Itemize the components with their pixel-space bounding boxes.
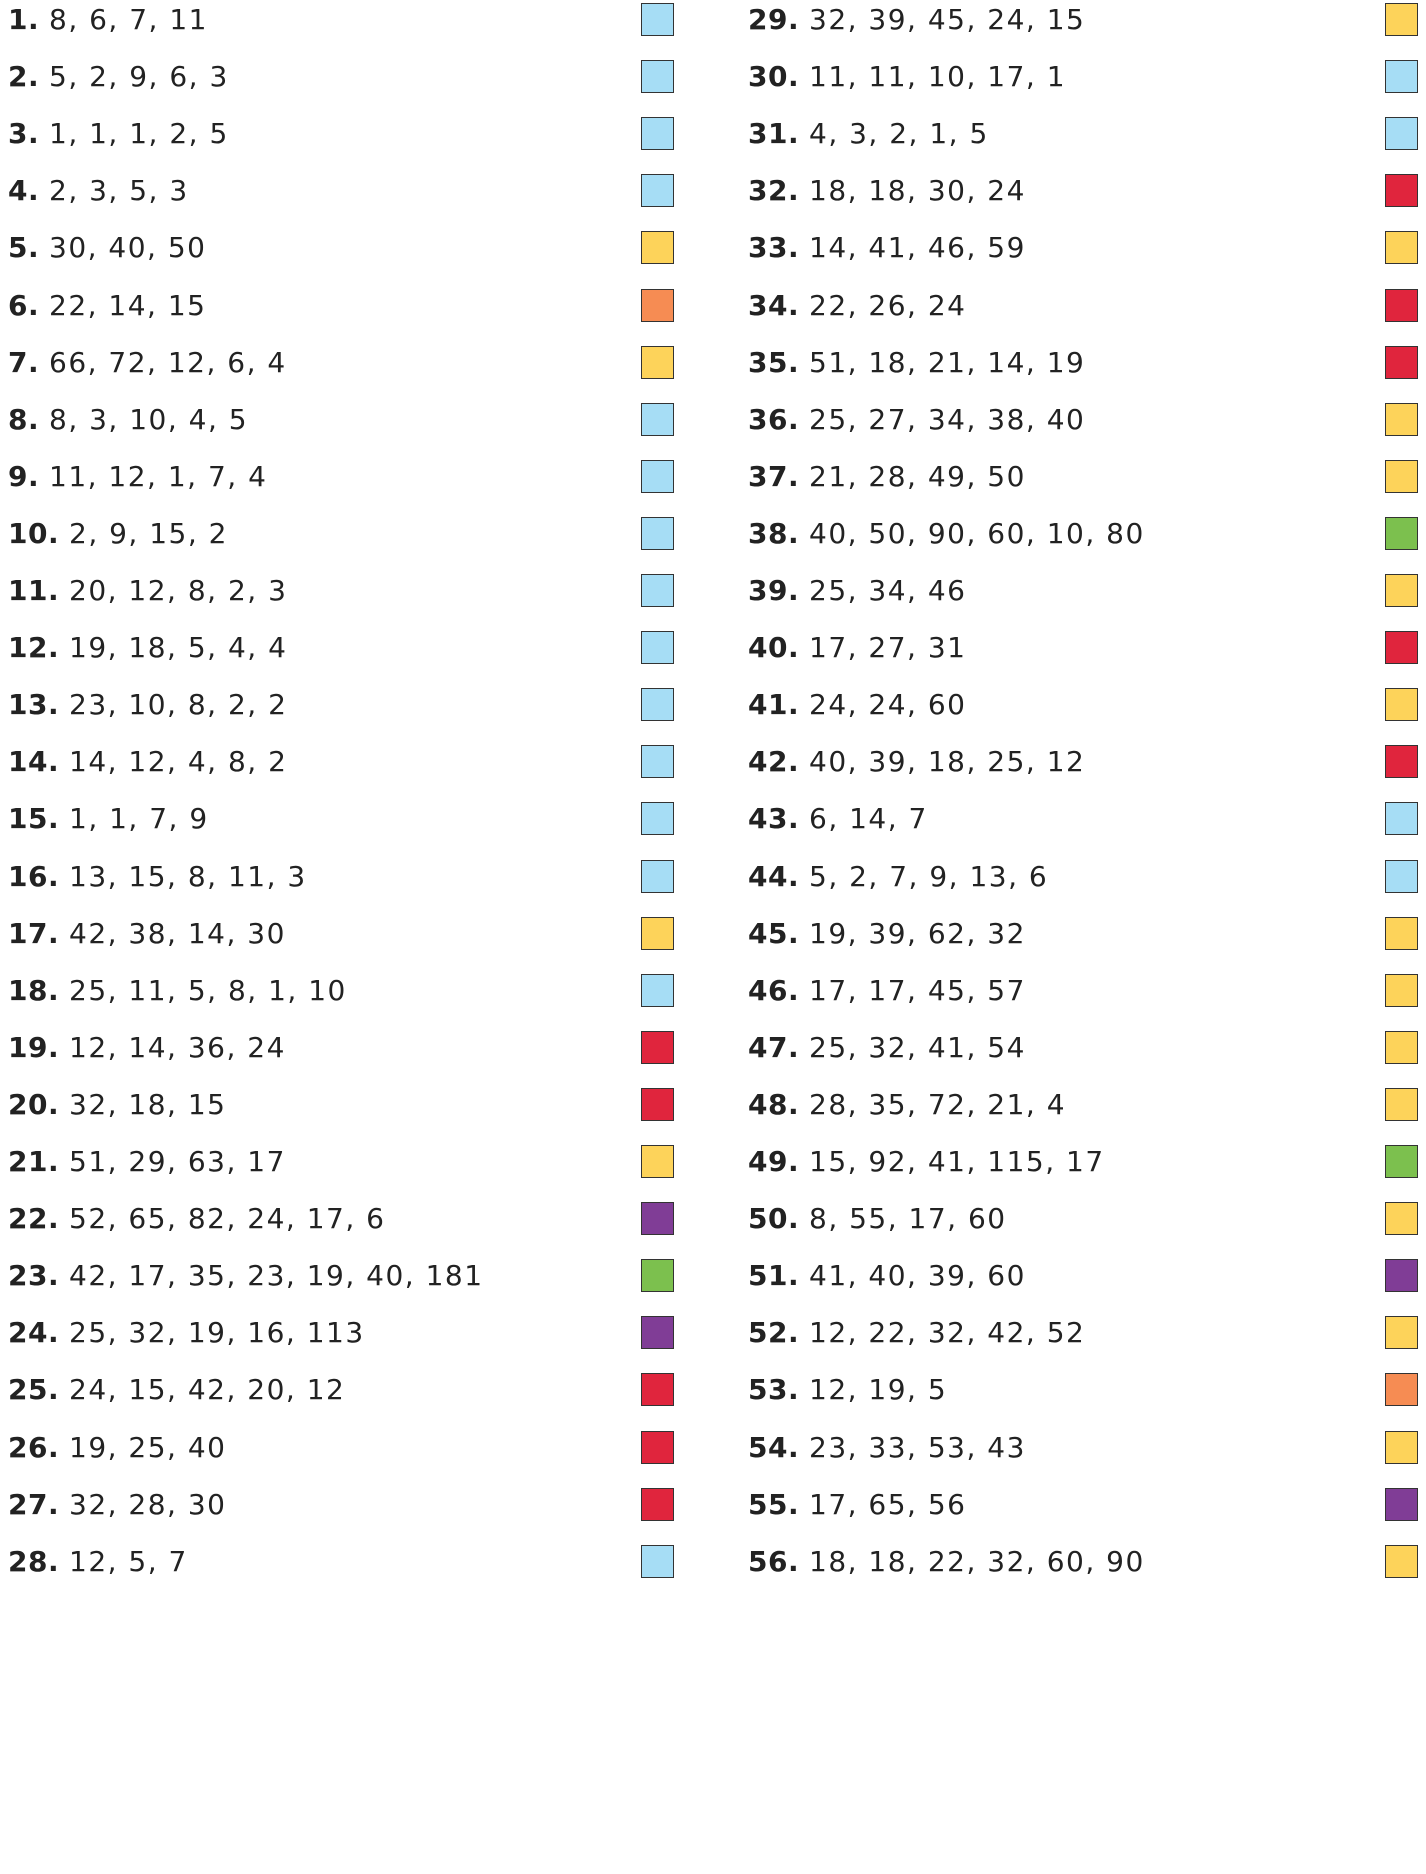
item-values: 12, 22, 32, 42, 52 — [809, 1316, 1086, 1350]
color-swatch — [641, 1373, 674, 1406]
color-swatch — [1385, 117, 1418, 150]
item-number: 54. — [748, 1430, 800, 1464]
item-number: 55. — [748, 1487, 800, 1521]
list-item — [744, 1542, 1426, 1582]
item-values: 24, 24, 60 — [809, 688, 967, 722]
item-number: 15. — [8, 802, 60, 836]
item-number: 23. — [8, 1259, 60, 1293]
color-swatch — [1385, 289, 1418, 322]
item-values: 19, 39, 62, 32 — [809, 916, 1026, 950]
item-number: 29. — [748, 3, 800, 36]
item-number: 26. — [8, 1430, 60, 1464]
item-values: 18, 18, 30, 24 — [809, 174, 1026, 208]
item-values: 5, 2, 7, 9, 13, 6 — [809, 859, 1049, 893]
item-number: 12. — [8, 631, 60, 665]
item-values: 22, 14, 15 — [49, 288, 207, 322]
item-values: 11, 12, 1, 7, 4 — [49, 459, 268, 493]
list-item — [744, 1199, 1426, 1239]
item-values: 8, 6, 7, 11 — [49, 3, 208, 36]
item-number: 14. — [8, 745, 60, 779]
item-number: 11. — [8, 574, 60, 607]
item-values: 12, 19, 5 — [809, 1373, 948, 1407]
item-values: 19, 25, 40 — [69, 1430, 227, 1464]
item-number: 39. — [748, 574, 800, 607]
item-number: 25. — [8, 1373, 60, 1407]
item-values: 66, 72, 12, 6, 4 — [49, 345, 287, 379]
list-item — [0, 1142, 700, 1182]
list-item — [0, 171, 700, 211]
list-item — [0, 228, 700, 268]
item-values: 15, 92, 41, 115, 17 — [809, 1145, 1105, 1178]
item-number: 37. — [748, 459, 800, 493]
color-swatch — [641, 1202, 674, 1235]
color-swatch — [1385, 174, 1418, 207]
item-number: 44. — [748, 859, 800, 893]
list-item — [744, 343, 1426, 383]
item-number: 17. — [8, 916, 60, 950]
list-item — [744, 57, 1426, 97]
color-swatch — [641, 1545, 674, 1578]
item-number: 10. — [8, 516, 60, 550]
item-values: 22, 26, 24 — [809, 288, 967, 322]
color-swatch — [1385, 1031, 1418, 1064]
item-values: 13, 15, 8, 11, 3 — [69, 859, 307, 893]
item-values: 42, 38, 14, 30 — [69, 916, 286, 950]
item-values: 2, 3, 5, 3 — [49, 174, 189, 208]
color-swatch — [1385, 974, 1418, 1007]
color-swatch — [1385, 860, 1418, 893]
color-swatch — [1385, 1545, 1418, 1578]
item-number: 56. — [748, 1544, 800, 1578]
item-number: 36. — [748, 402, 800, 436]
color-swatch — [641, 688, 674, 721]
list-item — [744, 1428, 1426, 1468]
color-swatch — [641, 745, 674, 778]
list-item — [744, 1085, 1426, 1125]
list-item — [744, 0, 1426, 40]
list-item — [0, 1485, 700, 1525]
item-number: 48. — [748, 1087, 800, 1121]
color-swatch — [641, 3, 674, 36]
item-values: 14, 12, 4, 8, 2 — [69, 745, 288, 779]
color-swatch — [1385, 403, 1418, 436]
item-number: 18. — [8, 973, 60, 1007]
list-item — [0, 1428, 700, 1468]
item-number: 40. — [748, 631, 800, 665]
item-values: 30, 40, 50 — [49, 231, 207, 265]
color-swatch — [1385, 688, 1418, 721]
item-values: 8, 55, 17, 60 — [809, 1202, 1007, 1236]
item-number: 19. — [8, 1030, 60, 1064]
item-values: 25, 34, 46 — [809, 574, 967, 607]
list-item — [0, 457, 700, 497]
color-swatch — [641, 974, 674, 1007]
color-swatch — [1385, 231, 1418, 264]
item-values: 32, 28, 30 — [69, 1487, 227, 1521]
list-item — [0, 57, 700, 97]
color-swatch — [1385, 1145, 1418, 1178]
item-number: 52. — [748, 1316, 800, 1350]
item-values: 25, 32, 41, 54 — [809, 1030, 1026, 1064]
list-item — [744, 971, 1426, 1011]
item-number: 38. — [748, 516, 800, 550]
list-item — [0, 971, 700, 1011]
item-values: 51, 18, 21, 14, 19 — [809, 345, 1086, 379]
color-swatch — [1385, 517, 1418, 550]
item-values: 32, 18, 15 — [69, 1087, 227, 1121]
list-item — [0, 1199, 700, 1239]
list-item — [744, 1028, 1426, 1068]
color-swatch — [641, 860, 674, 893]
color-swatch — [641, 917, 674, 950]
item-number: 33. — [748, 231, 800, 265]
color-swatch — [641, 289, 674, 322]
list-item — [0, 685, 700, 725]
item-number: 53. — [748, 1373, 800, 1407]
color-swatch — [1385, 745, 1418, 778]
list-item — [744, 685, 1426, 725]
item-values: 28, 35, 72, 21, 4 — [809, 1087, 1067, 1121]
item-values: 18, 18, 22, 32, 60, 90 — [809, 1544, 1145, 1578]
list-item — [744, 914, 1426, 954]
item-values: 17, 65, 56 — [809, 1487, 967, 1521]
item-values: 21, 28, 49, 50 — [809, 459, 1026, 493]
list-item — [744, 628, 1426, 668]
list-item — [0, 742, 700, 782]
item-values: 20, 12, 8, 2, 3 — [69, 574, 288, 607]
color-swatch — [641, 174, 674, 207]
item-values: 25, 32, 19, 16, 113 — [69, 1316, 365, 1350]
item-values: 11, 11, 10, 17, 1 — [809, 60, 1067, 94]
item-values: 42, 17, 35, 23, 19, 40, 181 — [69, 1259, 484, 1293]
list-item — [0, 799, 700, 839]
list-item — [744, 1313, 1426, 1353]
color-swatch — [641, 574, 674, 607]
item-values: 17, 17, 45, 57 — [809, 973, 1026, 1007]
item-values: 14, 41, 46, 59 — [809, 231, 1026, 265]
color-swatch — [641, 1316, 674, 1349]
item-number: 43. — [748, 802, 800, 836]
color-swatch — [641, 346, 674, 379]
list-item — [0, 1028, 700, 1068]
list-item — [744, 114, 1426, 154]
item-values: 12, 14, 36, 24 — [69, 1030, 286, 1064]
list-item — [744, 400, 1426, 440]
list-item — [744, 514, 1426, 554]
item-number: 32. — [748, 174, 800, 208]
color-swatch — [1385, 1373, 1418, 1406]
list-item — [744, 571, 1426, 611]
list-item — [0, 114, 700, 154]
color-swatch — [641, 1488, 674, 1521]
list-item — [0, 1256, 700, 1296]
item-values: 41, 40, 39, 60 — [809, 1259, 1026, 1293]
item-values: 17, 27, 31 — [809, 631, 967, 665]
list-item — [0, 1542, 700, 1582]
item-values: 25, 11, 5, 8, 1, 10 — [69, 973, 347, 1007]
list-item — [0, 857, 700, 897]
list-item — [744, 457, 1426, 497]
color-swatch — [641, 231, 674, 264]
item-number: 31. — [748, 117, 800, 151]
item-number: 24. — [8, 1316, 60, 1350]
item-values: 12, 5, 7 — [69, 1544, 188, 1578]
item-values: 52, 65, 82, 24, 17, 6 — [69, 1202, 386, 1236]
item-number: 49. — [748, 1145, 800, 1178]
color-swatch — [1385, 3, 1418, 36]
color-swatch — [1385, 1488, 1418, 1521]
color-swatch — [1385, 1088, 1418, 1121]
item-number: 13. — [8, 688, 60, 722]
item-number: 30. — [748, 60, 800, 94]
list-item — [0, 514, 700, 554]
item-values: 6, 14, 7 — [809, 802, 928, 836]
color-swatch — [641, 1259, 674, 1292]
item-values: 40, 39, 18, 25, 12 — [809, 745, 1086, 779]
item-values: 8, 3, 10, 4, 5 — [49, 402, 249, 436]
color-swatch — [641, 517, 674, 550]
item-values: 40, 50, 90, 60, 10, 80 — [809, 516, 1145, 550]
item-number: 34. — [748, 288, 800, 322]
item-number: 47. — [748, 1030, 800, 1064]
item-values: 2, 9, 15, 2 — [69, 516, 228, 550]
list-item — [744, 742, 1426, 782]
item-number: 6. — [8, 288, 40, 322]
list-item — [0, 1085, 700, 1125]
item-number: 42. — [748, 745, 800, 779]
color-swatch — [1385, 802, 1418, 835]
item-number: 50. — [748, 1202, 800, 1236]
item-values: 24, 15, 42, 20, 12 — [69, 1373, 346, 1407]
list-item — [744, 1142, 1426, 1182]
item-values: 19, 18, 5, 4, 4 — [69, 631, 288, 665]
list-item — [0, 571, 700, 611]
color-swatch — [641, 403, 674, 436]
color-swatch — [1385, 574, 1418, 607]
list-item — [0, 1370, 700, 1410]
list-item — [744, 228, 1426, 268]
item-number: 51. — [748, 1259, 800, 1293]
item-values: 32, 39, 45, 24, 15 — [809, 3, 1086, 36]
color-swatch — [1385, 346, 1418, 379]
list-item — [0, 628, 700, 668]
color-swatch — [641, 631, 674, 664]
item-number: 35. — [748, 345, 800, 379]
color-swatch — [641, 802, 674, 835]
color-swatch — [641, 1431, 674, 1464]
color-swatch — [641, 1031, 674, 1064]
item-values: 23, 33, 53, 43 — [809, 1430, 1026, 1464]
item-number: 8. — [8, 402, 40, 436]
color-swatch — [641, 1088, 674, 1121]
list-item — [744, 857, 1426, 897]
item-values: 5, 2, 9, 6, 3 — [49, 60, 229, 94]
list-item — [744, 1370, 1426, 1410]
color-swatch — [1385, 1259, 1418, 1292]
item-values: 1, 1, 7, 9 — [69, 802, 209, 836]
item-values: 23, 10, 8, 2, 2 — [69, 688, 288, 722]
color-swatch — [1385, 1316, 1418, 1349]
item-number: 28. — [8, 1544, 60, 1578]
item-number: 20. — [8, 1087, 60, 1121]
list-item — [744, 1256, 1426, 1296]
item-number: 41. — [748, 688, 800, 722]
item-values: 51, 29, 63, 17 — [69, 1145, 286, 1178]
list-item — [0, 400, 700, 440]
color-swatch — [641, 460, 674, 493]
list-item — [0, 286, 700, 326]
color-swatch — [641, 117, 674, 150]
list-item — [744, 1485, 1426, 1525]
color-swatch — [641, 60, 674, 93]
item-values: 25, 27, 34, 38, 40 — [809, 402, 1086, 436]
item-number: 2. — [8, 60, 40, 94]
color-swatch — [1385, 460, 1418, 493]
item-number: 45. — [748, 916, 800, 950]
color-swatch — [1385, 1431, 1418, 1464]
list-item — [0, 914, 700, 954]
item-values: 4, 3, 2, 1, 5 — [809, 117, 989, 151]
item-number: 46. — [748, 973, 800, 1007]
item-number: 22. — [8, 1202, 60, 1236]
item-number: 16. — [8, 859, 60, 893]
item-number: 1. — [8, 3, 40, 36]
list-item — [744, 171, 1426, 211]
item-number: 27. — [8, 1487, 60, 1521]
color-swatch — [1385, 917, 1418, 950]
color-swatch — [1385, 1202, 1418, 1235]
item-number: 4. — [8, 174, 40, 208]
item-number: 21. — [8, 1145, 60, 1178]
list-item — [0, 343, 700, 383]
item-number: 3. — [8, 117, 40, 151]
item-values: 1, 1, 1, 2, 5 — [49, 117, 229, 151]
color-swatch — [1385, 60, 1418, 93]
list-item — [0, 1313, 700, 1353]
color-swatch — [641, 1145, 674, 1178]
color-swatch — [1385, 631, 1418, 664]
list-item — [744, 799, 1426, 839]
item-number: 5. — [8, 231, 40, 265]
list-item — [0, 0, 700, 40]
item-number: 9. — [8, 459, 40, 493]
list-item — [744, 286, 1426, 326]
item-number: 7. — [8, 345, 40, 379]
